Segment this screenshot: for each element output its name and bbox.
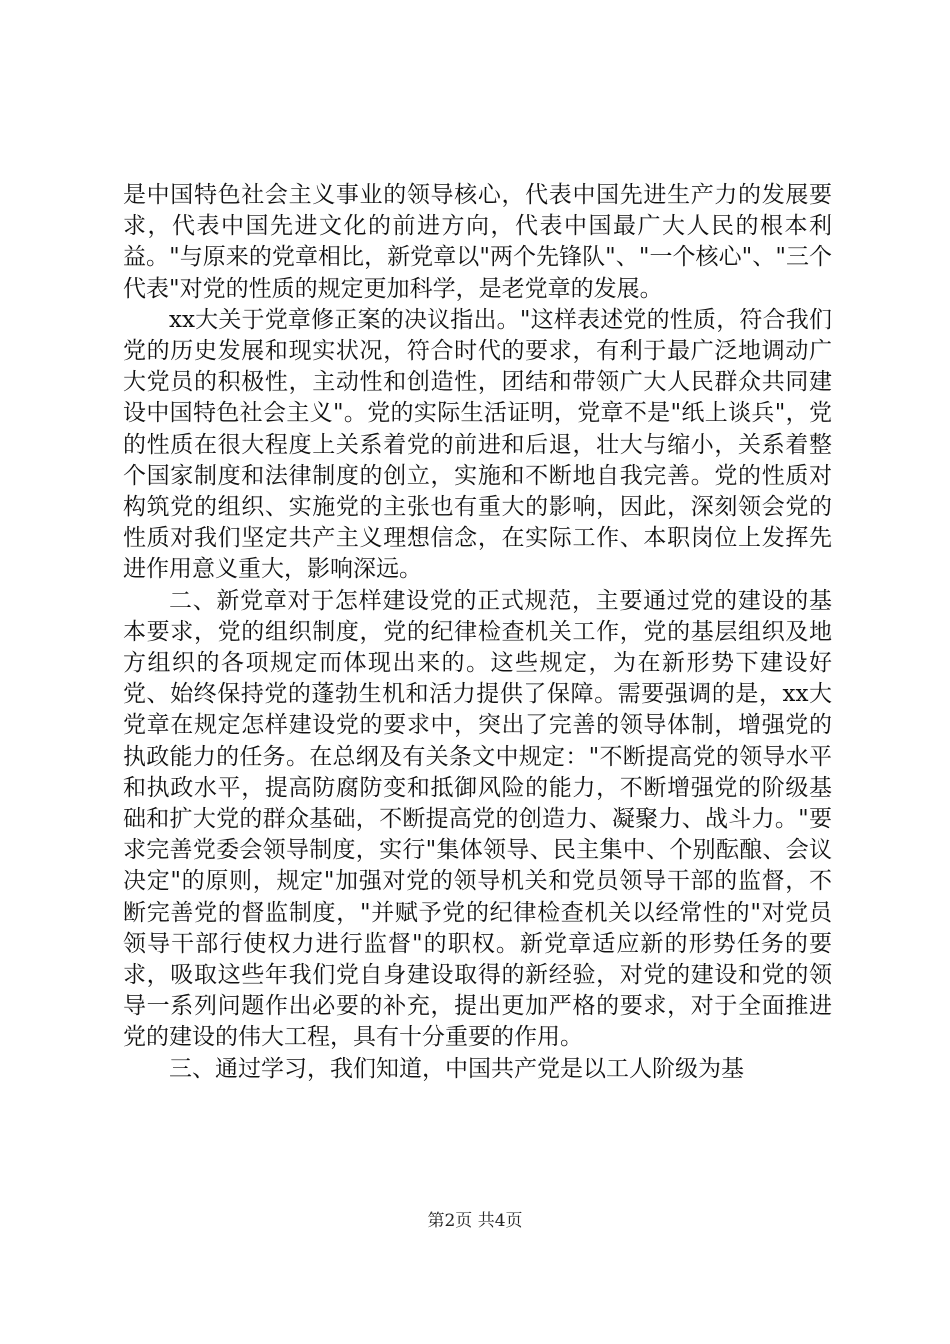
document-body [123,180,832,1085]
paragraph-3: 二、新党章对于怎样建设党的正式规范，主要通过党的建设的基本要求，党的组织制度，党的纪律检查机关工作，党的基层组织及地方组织的各项规定而体现出来的。这些规定，为在新形势下建设好党、始终保持党的蓬勃生机和活力提供了保障。需要强调的是，xx大党章在规定怎样建设党的要求中，突出了完善的领导体制，增强党的执政能力的任务。在总纲及有关条文中规定："不断提高党的领导水平和执政水平，提高防腐防变和抵御风险的能力，不断增强党的阶级基础和扩大党的群众基础，不断提高党的创造力、凝聚力、战斗力。"要求完善党委会领导制度，实行"集体领导、民主集中、个别酝酿、会议决定"的原则，规定"加强对党的领导机关和党员领导干部的监督，不断完善党的督监制度，"并赋予党的纪律检查机关以经常性的"对党员领导干部行使权力进行监督"的职权。新党章适应新的形势任务的要求，吸取这些年我们党自身建设取得的新经验，对党的建设和党的领导一系列问题作出必要的补充，提出更加严格的要求，对于全面推进党的建设的伟大工程，具有十分重要的作用。 [123,587,832,1051]
paragraph-2: xx大关于党章修正案的决议指出。"这样表述党的性质，符合我们党的历史发展和现实状况，符合时代的要求，有利于最广泛地调动广大党员的积极性，主动性和创造性，团结和带领广大人民群众共同建设中国特色社会主义"。党的实际生活证明，党章不是"纸上谈兵"，党的性质在很大程度上关系着党的前进和后退，壮大与缩小，关系着整个国家制度和法律制度的创立，实施和不断地自我完善。党的性质对构筑党的组织、实施党的主张也有重大的影响，因此，深刻领会党的性质对我们坚定共产主义理想信念，在实际工作、本职岗位上发挥先进作用意义重大，影响深远。 [123,306,832,583]
page-number-footer: 第2页 共4页 [427,1211,523,1231]
paragraph-1: 是中国特色社会主义事业的领导核心，代表中国先进生产力的发展要求，代表中国先进文化的前进方向，代表中国最广大人民的根本利益。"与原来的党章相比，新党章以"两个先锋队"、"一个核心"、"三个代表"对党的性质的规定更加科学，是老党章的发展。 [123,182,832,302]
paragraph-4: 三、通过学习，我们知道，中国共产党是以工人阶级为基 [169,1055,744,1082]
